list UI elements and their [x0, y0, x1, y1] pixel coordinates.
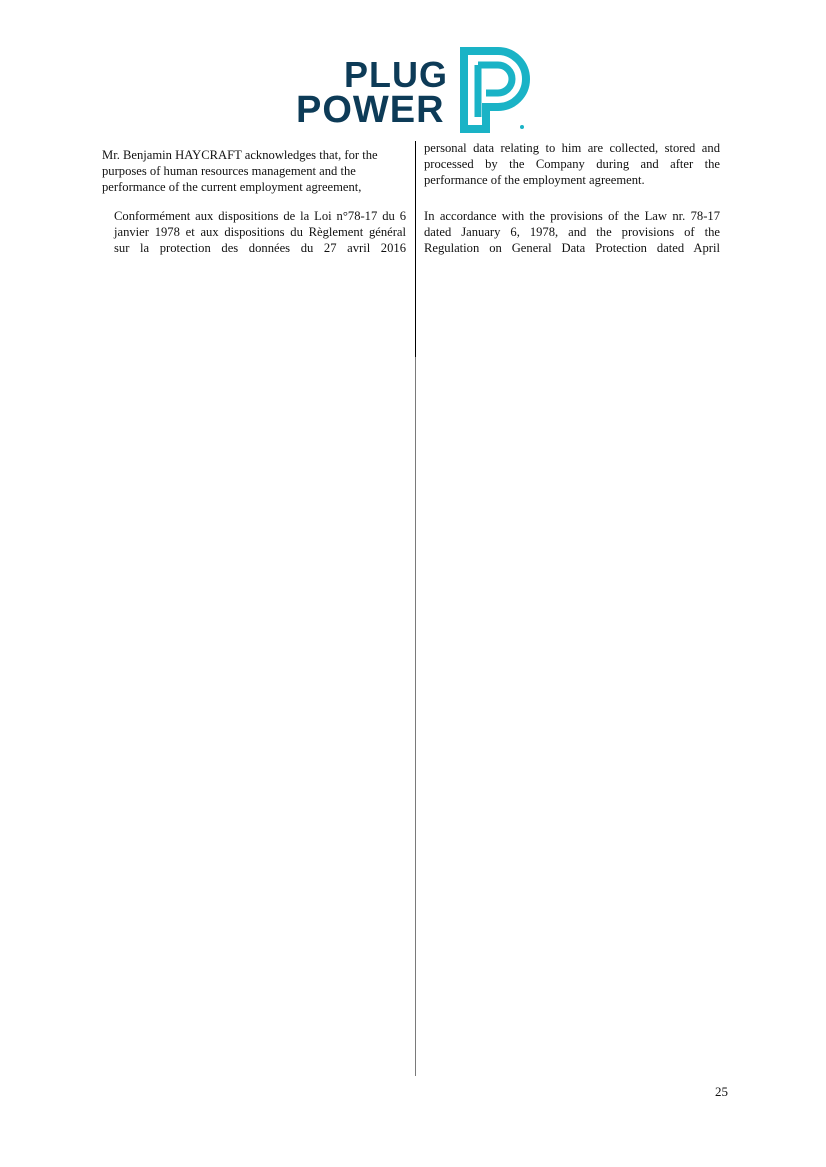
logo-word-plug: PLUG	[344, 54, 449, 95]
plug-power-logo	[296, 47, 532, 133]
logo-word-power: POWER	[296, 89, 445, 131]
left-paragraph-2: Conformément aux dispositions de la Loi n°78-17 du 6 janvier 1978 et aux dispositions du Règlement général sur la protection des données du 27 avril 2016	[114, 209, 406, 255]
right-paragraph-1: personal data relating to him are collected, stored and processed by the Company during and after the performance of the employment agreement.	[424, 141, 720, 187]
left-paragraph-1: Mr. Benjamin HAYCRAFT acknowledges that, for the purposes of human resources management and the performance of the current employment agreement,	[102, 148, 378, 194]
column-divider-bottom	[415, 357, 416, 1076]
page-number: 25	[715, 1084, 728, 1099]
right-paragraph-2: In accordance with the provisions of the Law nr. 78-17 dated January 6, 1978, and the provisions of the Regulation on General Data Protection dated April	[424, 209, 720, 255]
plug-power-p-mark-icon	[458, 47, 530, 133]
column-divider-top	[415, 141, 416, 357]
